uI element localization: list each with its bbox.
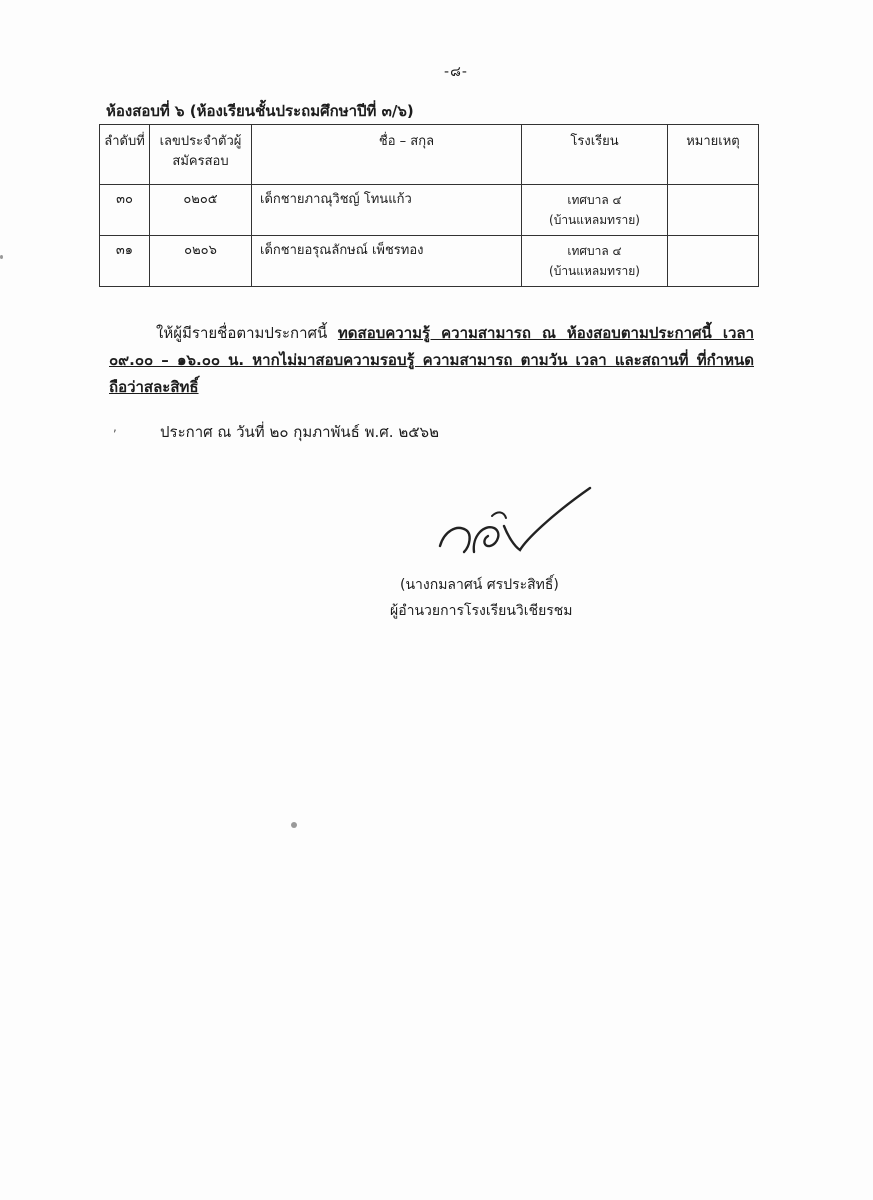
cell-order: ๓๐	[100, 185, 150, 236]
school-line-2: (บ้านแหลมทราย)	[549, 213, 640, 227]
scan-speck	[291, 822, 297, 828]
cell-order: ๓๑	[100, 236, 150, 287]
signature-image	[430, 480, 600, 560]
cell-applicant-no: ๐๒๐๕	[150, 185, 252, 236]
signer-name: (นางกมลาศน์ ศรประสิทธิ์)	[400, 577, 559, 593]
notice-emphasis: ทดสอบความรู้ ความสามารถ ณ ห้องสอบตามประกาศนี้ เวลา ๐๙.๐๐ – ๑๖.๐๐ น. หากไม่มาสอบความรอบรู้ ความสามารถ ตามวัน เวลา และสถานที่ ที่กำหนด ถือว่าสละสิทธิ์	[109, 324, 754, 396]
school-line-1: เทศบาล ๔	[567, 193, 622, 207]
scan-speck	[0, 255, 3, 259]
exam-notice	[109, 320, 754, 401]
notice-intro: ให้ผู้มีรายชื่อตามประกาศนี้	[156, 324, 338, 342]
cell-applicant-no: ๐๒๐๖	[150, 236, 252, 287]
signer-position: ผู้อำนวยการโรงเรียนวิเชียรชม	[390, 603, 573, 619]
announcement-date: ประกาศ ณ วันที่ ๒๐ กุมภาพันธ์ พ.ศ. ๒๕๖๒	[160, 423, 439, 441]
table-row	[100, 236, 759, 287]
exam-room-title: ห้องสอบที่ ๖ (ห้องเรียนชั้นประถมศึกษาปีที่ ๓/๖)	[106, 102, 414, 120]
page-number: -๘-	[444, 64, 468, 80]
cell-school	[522, 236, 668, 287]
cell-name: เด็กชายภาณุวิชญ์ โทนแก้ว	[252, 185, 522, 236]
cell-remark	[668, 185, 759, 236]
candidate-table	[99, 124, 759, 287]
header-order: ลำดับที่	[100, 125, 150, 185]
table-row	[100, 185, 759, 236]
header-remark: หมายเหตุ	[668, 125, 759, 185]
cell-name: เด็กชายอรุณลักษณ์ เพ็ชรทอง	[252, 236, 522, 287]
cell-remark	[668, 236, 759, 287]
cell-school	[522, 185, 668, 236]
school-line-2: (บ้านแหลมทราย)	[549, 264, 640, 278]
header-applicant-no: เลขประจำตัวผู้สมัครสอบ	[150, 125, 252, 185]
header-name: ชื่อ – สกุล	[252, 125, 522, 185]
school-line-1: เทศบาล ๔	[567, 244, 622, 258]
header-school: โรงเรียน	[522, 125, 668, 185]
table-header-row	[100, 125, 759, 185]
margin-mark: ,	[113, 420, 117, 434]
